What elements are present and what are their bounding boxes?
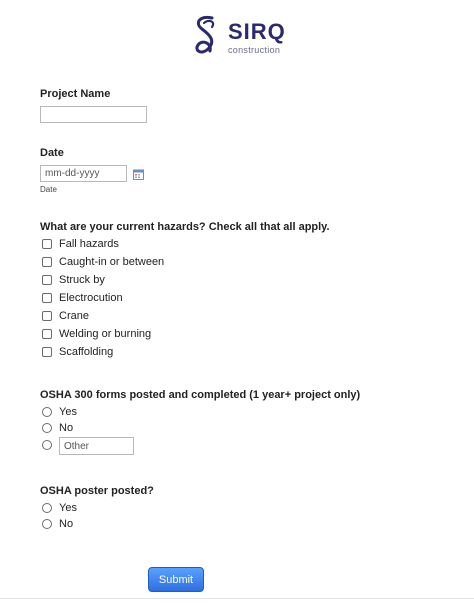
option-label: Fall hazards bbox=[59, 238, 119, 250]
hazard-option-scaffolding[interactable] bbox=[42, 345, 113, 359]
checkbox[interactable] bbox=[42, 275, 52, 285]
poster-option-no[interactable] bbox=[42, 517, 73, 531]
hazards-question: What are your current hazards? Check all that all apply. bbox=[40, 221, 330, 233]
hazard-option-caught-in[interactable] bbox=[42, 255, 164, 269]
poster-option-yes[interactable] bbox=[42, 501, 77, 515]
radio-button[interactable] bbox=[42, 519, 52, 529]
submit-button[interactable]: Submit bbox=[148, 567, 204, 592]
radio-button[interactable] bbox=[42, 407, 52, 417]
hazard-option-welding[interactable] bbox=[42, 327, 151, 341]
poster-question: OSHA poster posted? bbox=[40, 485, 154, 497]
osha300-option-yes[interactable] bbox=[42, 405, 77, 419]
option-label: No bbox=[59, 422, 74, 434]
osha300-option-other[interactable] bbox=[42, 438, 59, 452]
option-label: Scaffolding bbox=[59, 346, 114, 358]
option-label: No bbox=[59, 518, 74, 530]
company-logo bbox=[190, 13, 290, 59]
hazard-option-electrocution[interactable] bbox=[42, 291, 123, 305]
option-label: Yes bbox=[59, 406, 77, 418]
osha300-other-input[interactable] bbox=[59, 437, 134, 455]
logo-swirl-icon bbox=[190, 13, 222, 57]
date-label: Date bbox=[40, 147, 64, 159]
radio-button[interactable] bbox=[42, 440, 52, 450]
option-label: Caught-in or between bbox=[59, 256, 165, 268]
project-name-input[interactable] bbox=[40, 106, 147, 123]
radio-button[interactable] bbox=[42, 423, 52, 433]
project-name-label: Project Name bbox=[40, 88, 111, 100]
osha300-question: OSHA 300 forms posted and completed (1 year+ project only) bbox=[40, 389, 361, 401]
option-label: Struck by bbox=[59, 274, 105, 286]
option-label: Electrocution bbox=[59, 292, 123, 304]
hazard-option-struck-by[interactable] bbox=[42, 273, 105, 287]
checkbox[interactable] bbox=[42, 257, 52, 267]
checkbox[interactable] bbox=[42, 311, 52, 321]
calendar-icon[interactable] bbox=[133, 169, 144, 180]
radio-button[interactable] bbox=[42, 503, 52, 513]
checkbox[interactable] bbox=[42, 239, 52, 249]
osha300-option-no[interactable] bbox=[42, 421, 73, 435]
checkbox[interactable] bbox=[42, 347, 52, 357]
option-label: Crane bbox=[59, 310, 89, 322]
checkbox[interactable] bbox=[42, 293, 52, 303]
hazard-option-fall[interactable] bbox=[42, 237, 119, 251]
checkbox[interactable] bbox=[42, 329, 52, 339]
option-label: Welding or burning bbox=[59, 328, 152, 340]
hazard-option-crane[interactable] bbox=[42, 309, 89, 323]
logo-subtitle: construction bbox=[228, 45, 281, 55]
logo-brand-text: SIRQ bbox=[228, 19, 286, 44]
option-label: Yes bbox=[59, 502, 77, 514]
bottom-divider bbox=[0, 598, 474, 599]
date-input[interactable] bbox=[40, 165, 127, 182]
date-helper-text: Date bbox=[40, 185, 57, 194]
